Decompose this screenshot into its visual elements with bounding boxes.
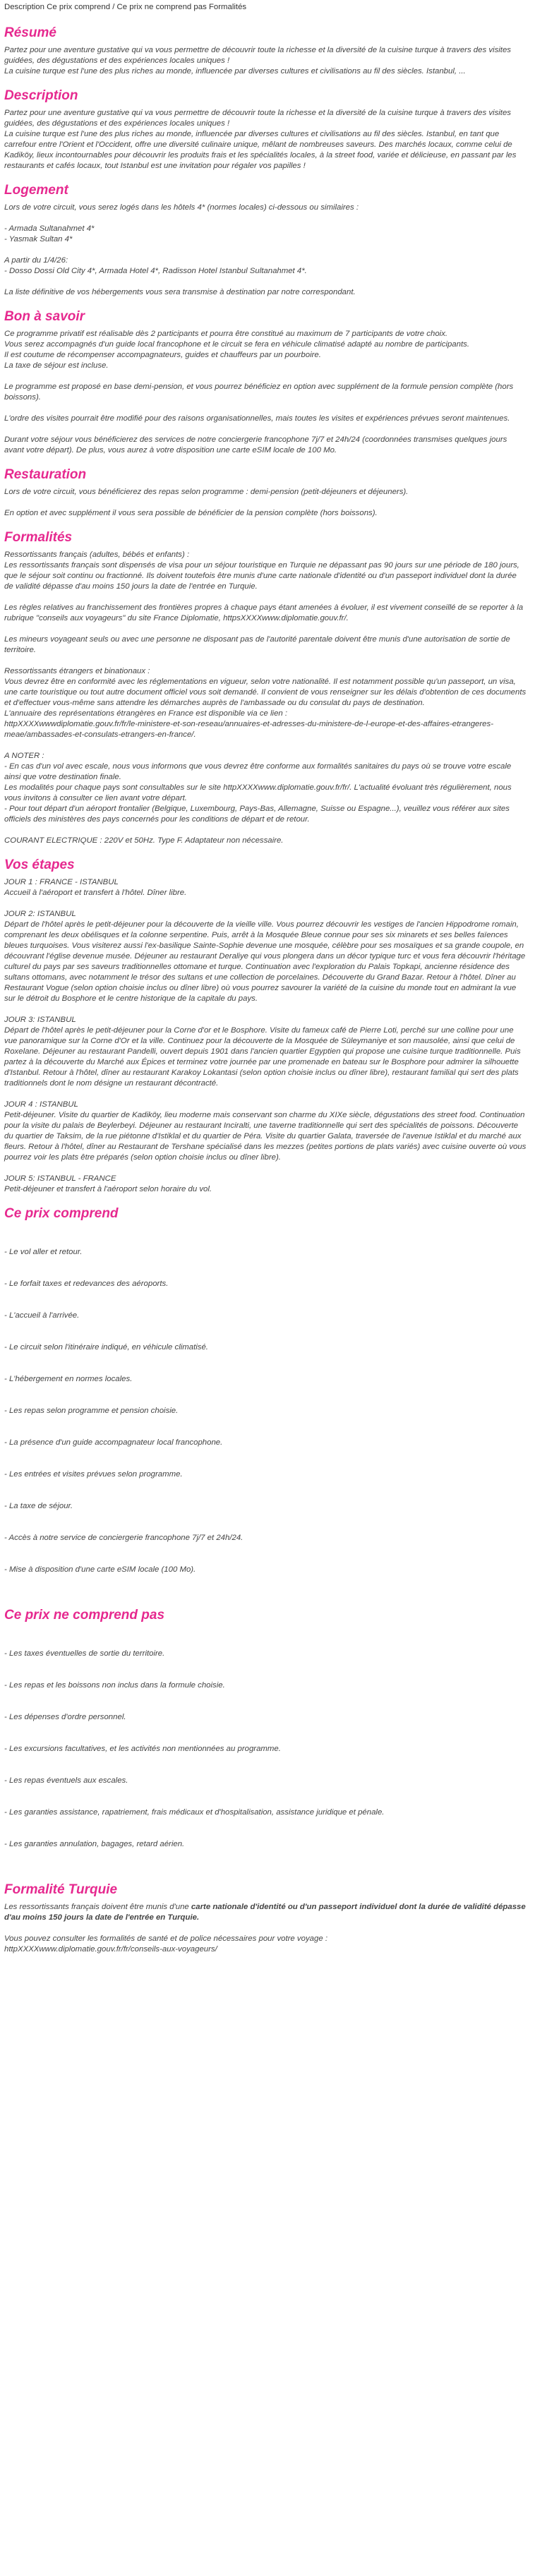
etape-jour-4: JOUR 4 : ISTANBUL Petit-déjeuner. Visite du quartier de Kadiköy, lieu moderne mais conservant son charme du XIXe siècle, dégustations des street food. Continuation pour la visite du palais de Beylerbeyi. Déjeuner au restaurant Inciralti, une taverne traditionnelle qui sert des spécialités de poissons. Découverte du quartier de Taksim, de la rue piétonne d'Istiklal et du quartier de Péra. Visite du quartier Galata, traversée de l'avenue Istiklal et du marché aux fleurs. Retour à l'hôtel, dîner au Restaurant de Tershane spécialisé dans les mezzes (petites portions de plats variés) avec cuisine ouverte où vous pourrez voir les plats être préparés (selon option choisie inclus ou dîner libre).	[4, 1100, 527, 1162]
section-ce-prix-ne-comprend-pas	[4, 1608, 527, 1871]
list-item: - La présence d'un guide accompagnateur local francophone.	[4, 1438, 223, 1447]
etape-jour-5: JOUR 5: ISTANBUL - FRANCE Petit-déjeuner et transfert à l'aéroport selon horaire du vol.	[4, 1174, 212, 1193]
formalites-heading: Formalités	[4, 530, 73, 545]
list-item: - Le forfait taxes et redevances des aéroports.	[4, 1280, 169, 1288]
section-logement	[4, 183, 527, 298]
logement-hotels: - Armada Sultanahmet 4* - Yasmak Sultan 4*	[4, 224, 95, 243]
list-item: - Les dépenses d'ordre personnel.	[4, 1713, 126, 1721]
section-restauration	[4, 467, 527, 519]
section-formalite-turquie	[4, 1882, 527, 1955]
formalites-p3: Les mineurs voyageant seuls ou avec une personne ne disposant pas de l'autorité parentale doivent être munis d'une autorisation de sortie de territoire.	[4, 635, 512, 654]
etape-jour-1: JOUR 1 : FRANCE - ISTANBUL Accueil à l'aéroport et transfert à l'hôtel. Dîner libre.	[4, 878, 187, 897]
list-item: - Les garanties annulation, bagages, retard aérien.	[4, 1840, 185, 1848]
section-ce-prix-comprend	[4, 1206, 527, 1596]
logement-note: La liste définitive de vos hébergements vous sera transmise à destination par notre correspondant.	[4, 288, 356, 296]
page-title: Description Ce prix comprend / Ce prix ne comprend pas Formalités	[4, 3, 247, 11]
section-formalites	[4, 530, 527, 846]
formalites-p1: Ressortissants français (adultes, bébés et enfants) : Les ressortissants français sont dispensés de visa pour un séjour touristique en Turquie ne dépassant pas 90 jours sur une période de 180 jours, que le séjour soit continu ou fractionné. Ils doivent toutefois être munis d'une carte nationale d'identité ou d'un passeport individuel dont la durée de validité dépasse d'au moins 150 jours la date de l'entrée en Turquie.	[4, 550, 519, 591]
logement-hotels-2026: A partir du 1/4/26: - Dosso Dossi Old City 4*, Armada Hotel 4*, Radisson Hotel Istanbul Sultanahmet 4*.	[4, 256, 307, 275]
ne-comprend-heading: Ce prix ne comprend pas	[4, 1608, 165, 1623]
etape-jour-3: JOUR 3: ISTANBUL Départ de l'hôtel après le petit-déjeuner pour la Corne d'or et le Bosphore. Visite du fameux café de Pierre Loti, perché sur une colline pour une vue panoramique sur la Corne d'Or et la ville. Continuez pour la découverte de la Mosquée de Süleymaniye et son mausolée, ainsi que celui de Roxelane. Déjeuner au restaurant Pandelli, ouvert depuis 1901 dans l'ancien quartier Egyptien qui propose une cuisine turque traditionnelle. Puis partez à la découverte du Marché aux Épices et terminez votre journée par une promenade en bateau sur le Bosphore pour admirer la silhouette d'Istanbul. Retour à l'hôtel, dîner au restaurant Karakoy Lokantasi (selon option choisie inclus ou dîner libre), restaurant familial qui sert des plats traditionnels dont le nom désigne un restaurant décontracté.	[4, 1016, 521, 1088]
formalite-turquie-p1	[4, 1902, 527, 1923]
resume-heading: Résumé	[4, 25, 56, 40]
list-item: - Mise à disposition d'une carte eSIM locale (100 Mo).	[4, 1565, 196, 1574]
list-item: - Les entrées et visites prévues selon programme.	[4, 1470, 183, 1479]
formalites-p5: A NOTER : - En cas d'un vol avec escale, nous vous informons que vous devrez être conforme aux formalités sanitaires du pays où se trouve votre escale ainsi que votre destination finale. Les modalités pour chaque pays sont consultables sur le site httpXXXXwww.diplomatie.gouv.fr/fr/. L'actualité évoluant très régulièrement, nous vous invitons à consulter ce lien avant votre départ. - Pour tout départ d'un aéroport frontalier (Belgique, Luxembourg, Pays-Bas, Allemagne, Suisse ou Espagne...), veuillez vous référer aux sites officiels des ministères des pays concernés pour les conditions de départ et de retour.	[4, 752, 512, 824]
description-text: Partez pour une aventure gustative qui va vous permettre de découvrir toute la richesse et la diversité de la cuisine turque à travers des visites guidées, des dégustations et des expériences locales uniques ! La cuisine turque est l'une des plus riches au monde, influencée par diverses cultures et civilisations au fil des siècles. Istanbul, en tant que carrefour entre l'Orient et l'Occident, offre une diversité culinaire unique, mêlant de nombreuses saveurs. Des marchés locaux, comme celui de Kadiköy, lieux incontournables pour découvrir les produits frais et les spécialités locales, à la street food, variée et délicieuse, en passant par les restaurants et cafés locaux, tout Istanbul est une invitation pour régaler vos papilles !	[4, 109, 517, 170]
list-item: - Les taxes éventuelles de sortie du territoire.	[4, 1649, 165, 1658]
formalites-p4: Ressortissants étrangers et binationaux : Vous devrez être en conformité avec les réglementations en vigueur, selon votre nationalité. Il est notamment possible qu'un passeport, un visa, une carte touristique ou tout autre document officiel vous soit demandé. Il convient de vous renseigner sur les délais d'obtention de ces documents et d'effectuer vous-même sans attendre les démarches auprès de l'ambassade ou du consulat du pays de destination. L'annuaire des représentations étrangères en France est disponible via ce lien : httpXXXXwwwdiplomatie.gouv.fr/fr/le-ministere-et-son-reseau/annuaires-et-adresses-du-ministere-de-l-europe-et-des-affaires-etrangeres-meae/ambassades-et-consulats-etrangers-en-france/.	[4, 667, 527, 739]
comprend-heading: Ce prix comprend	[4, 1206, 119, 1221]
bon-a-savoir-heading: Bon à savoir	[4, 309, 85, 324]
bon-a-savoir-p4: Durant votre séjour vous bénéficierez des services de notre conciergerie francophone 7j/7 et 24h/24 (coordonnées transmises quelques jours avant votre départ). De plus, vous aurez à votre disposition une carte eSIM locale de 100 Mo.	[4, 435, 510, 455]
section-description	[4, 88, 527, 171]
list-item: - Les excursions facultatives, et les activités non mentionnées au programme.	[4, 1745, 281, 1753]
formalite-turquie-p1-text: Les ressortissants français doivent être munis d'une	[4, 1903, 191, 1911]
list-item: - Les repas éventuels aux escales.	[4, 1776, 128, 1785]
logement-intro: Lors de votre circuit, vous serez logés dans les hôtels 4* (normes locales) ci-dessous ou similaires :	[4, 203, 359, 212]
formalite-turquie-p2: Vous pouvez consulter les formalités de santé et de police nécessaires pour votre voyage : httpXXXXwww.diplomatie.gouv.fr/fr/conseils-aux-voyageurs/	[4, 1934, 327, 1954]
list-item: - Le circuit selon l'itinéraire indiqué, en véhicule climatisé.	[4, 1343, 208, 1352]
list-item: - Les repas et les boissons non inclus dans la formule choisie.	[4, 1681, 225, 1690]
ne-comprend-list	[4, 1627, 527, 1871]
section-resume	[4, 25, 527, 77]
bon-a-savoir-p3: L'ordre des visites pourrait être modifié pour des raisons organisationnelles, mais toutes les visites et expériences prévues seront maintenues.	[4, 414, 510, 423]
list-item: - Le vol aller et retour.	[4, 1248, 83, 1256]
bon-a-savoir-p2: Le programme est proposé en base demi-pension, et vous pourrez bénéficiez en option avec supplément de la formule pension complète (hors boissons).	[4, 383, 516, 402]
formalites-p2: Les règles relatives au franchissement des frontières propres à chaque pays étant amenées à évoluer, il est vivement conseillé de se reporter à la rubrique "conseils aux voyageurs" du site France Diplomatie, httpsXXXXwww.diplomatie.gouv.fr/.	[4, 603, 526, 622]
section-etapes	[4, 857, 527, 1195]
formalite-turquie-p1-bold: carte nationale d'identité ou d'un passeport individuel dont la durée de validité dépasse d'au moins 150 jours la date de l'entrée en Turquie.	[4, 1903, 528, 1922]
restauration-heading: Restauration	[4, 467, 87, 482]
list-item: - Les garanties assistance, rapatriement, frais médicaux et d'hospitalisation, assistance juridique et pénale.	[4, 1808, 385, 1817]
restauration-p2: En option et avec supplément il vous sera possible de bénéficier de la pension complète (hors boissons).	[4, 509, 378, 517]
formalites-p6: COURANT ELECTRIQUE : 220V et 50Hz. Type F. Adaptateur non nécessaire.	[4, 836, 284, 845]
list-item: - Les repas selon programme et pension choisie.	[4, 1407, 179, 1415]
description-heading: Description	[4, 88, 78, 103]
list-item: - L'hébergement en normes locales.	[4, 1375, 133, 1383]
list-item: - La taxe de séjour.	[4, 1502, 73, 1510]
resume-text: Partez pour une aventure gustative qui va vous permettre de découvrir toute la richesse et la diversité de la cuisine turque à travers des visites guidées, des dégustations et des expériences locales uniques ! La cuisine turque est l'une des plus riches au monde, influencée par diverses cultures et civilisations au fil des siècles. Istanbul, ...	[4, 46, 511, 76]
etape-jour-2: JOUR 2: ISTANBUL Départ de l'hôtel après le petit-déjeuner pour la découverte de la vieille ville. Vous pourrez découvrir les vestiges de l'ancien Hippodrome romain, comprenant les deux obélisques et la colonne serpentine. Puis, arrêt à la Mosquée Bleue connue pour ses six minarets et ses belles faïences bleues turquoises. Vous visiterez aussi l'ex-basilique Sainte-Sophie devenue une mosquée, célèbre pour ses mosaïques et sa grande coupole, en découvrant l'église devenue musée. Déjeuner au restaurant Deraliye qui vous plongera dans un décor typique turc et vous fera découvrir l'héritage culturel du pays par ses saveurs traditionnelles ottomane et turque. Continuation avec l'exploration du Palais Topkapi, ancienne résidence des sultans ottomans, avec notamment le trésor des sultans et une collection de porcelaines. Découverte du Grand Bazar. Retour à l'hôtel. Dîner au Restaurant Vogue (selon option choisie inclus ou dîner libre) où vous pourrez savourer la variété de la cuisine du monde tout en admirant la vue sur le détroit du Bosphore et le centre historique de la capitale du pays.	[4, 910, 526, 1003]
restauration-p1: Lors de votre circuit, vous bénéficierez des repas selon programme : demi-pension (petit-déjeuners et déjeuners).	[4, 488, 409, 496]
list-item: - L'accueil à l'arrivée.	[4, 1311, 80, 1320]
section-bon-a-savoir	[4, 309, 527, 456]
comprend-list	[4, 1226, 527, 1596]
list-item: - Accès à notre service de conciergerie francophone 7j/7 et 24h/24.	[4, 1534, 244, 1542]
logement-heading: Logement	[4, 183, 68, 198]
formalite-turquie-heading: Formalité Turquie	[4, 1882, 118, 1897]
etapes-heading: Vos étapes	[4, 857, 75, 872]
bon-a-savoir-p1: Ce programme privatif est réalisable dès 2 participants et pourra être constitué au maximum de 7 participants de votre choix. Vous serez accompagnés d'un guide local francophone et le circuit se fera en véhicule climatisé adapté au nombre de participants. Il est coutume de récompenser accompagnateurs, guides et chauffeurs par un pourboire. La taxe de séjour est incluse.	[4, 330, 469, 370]
